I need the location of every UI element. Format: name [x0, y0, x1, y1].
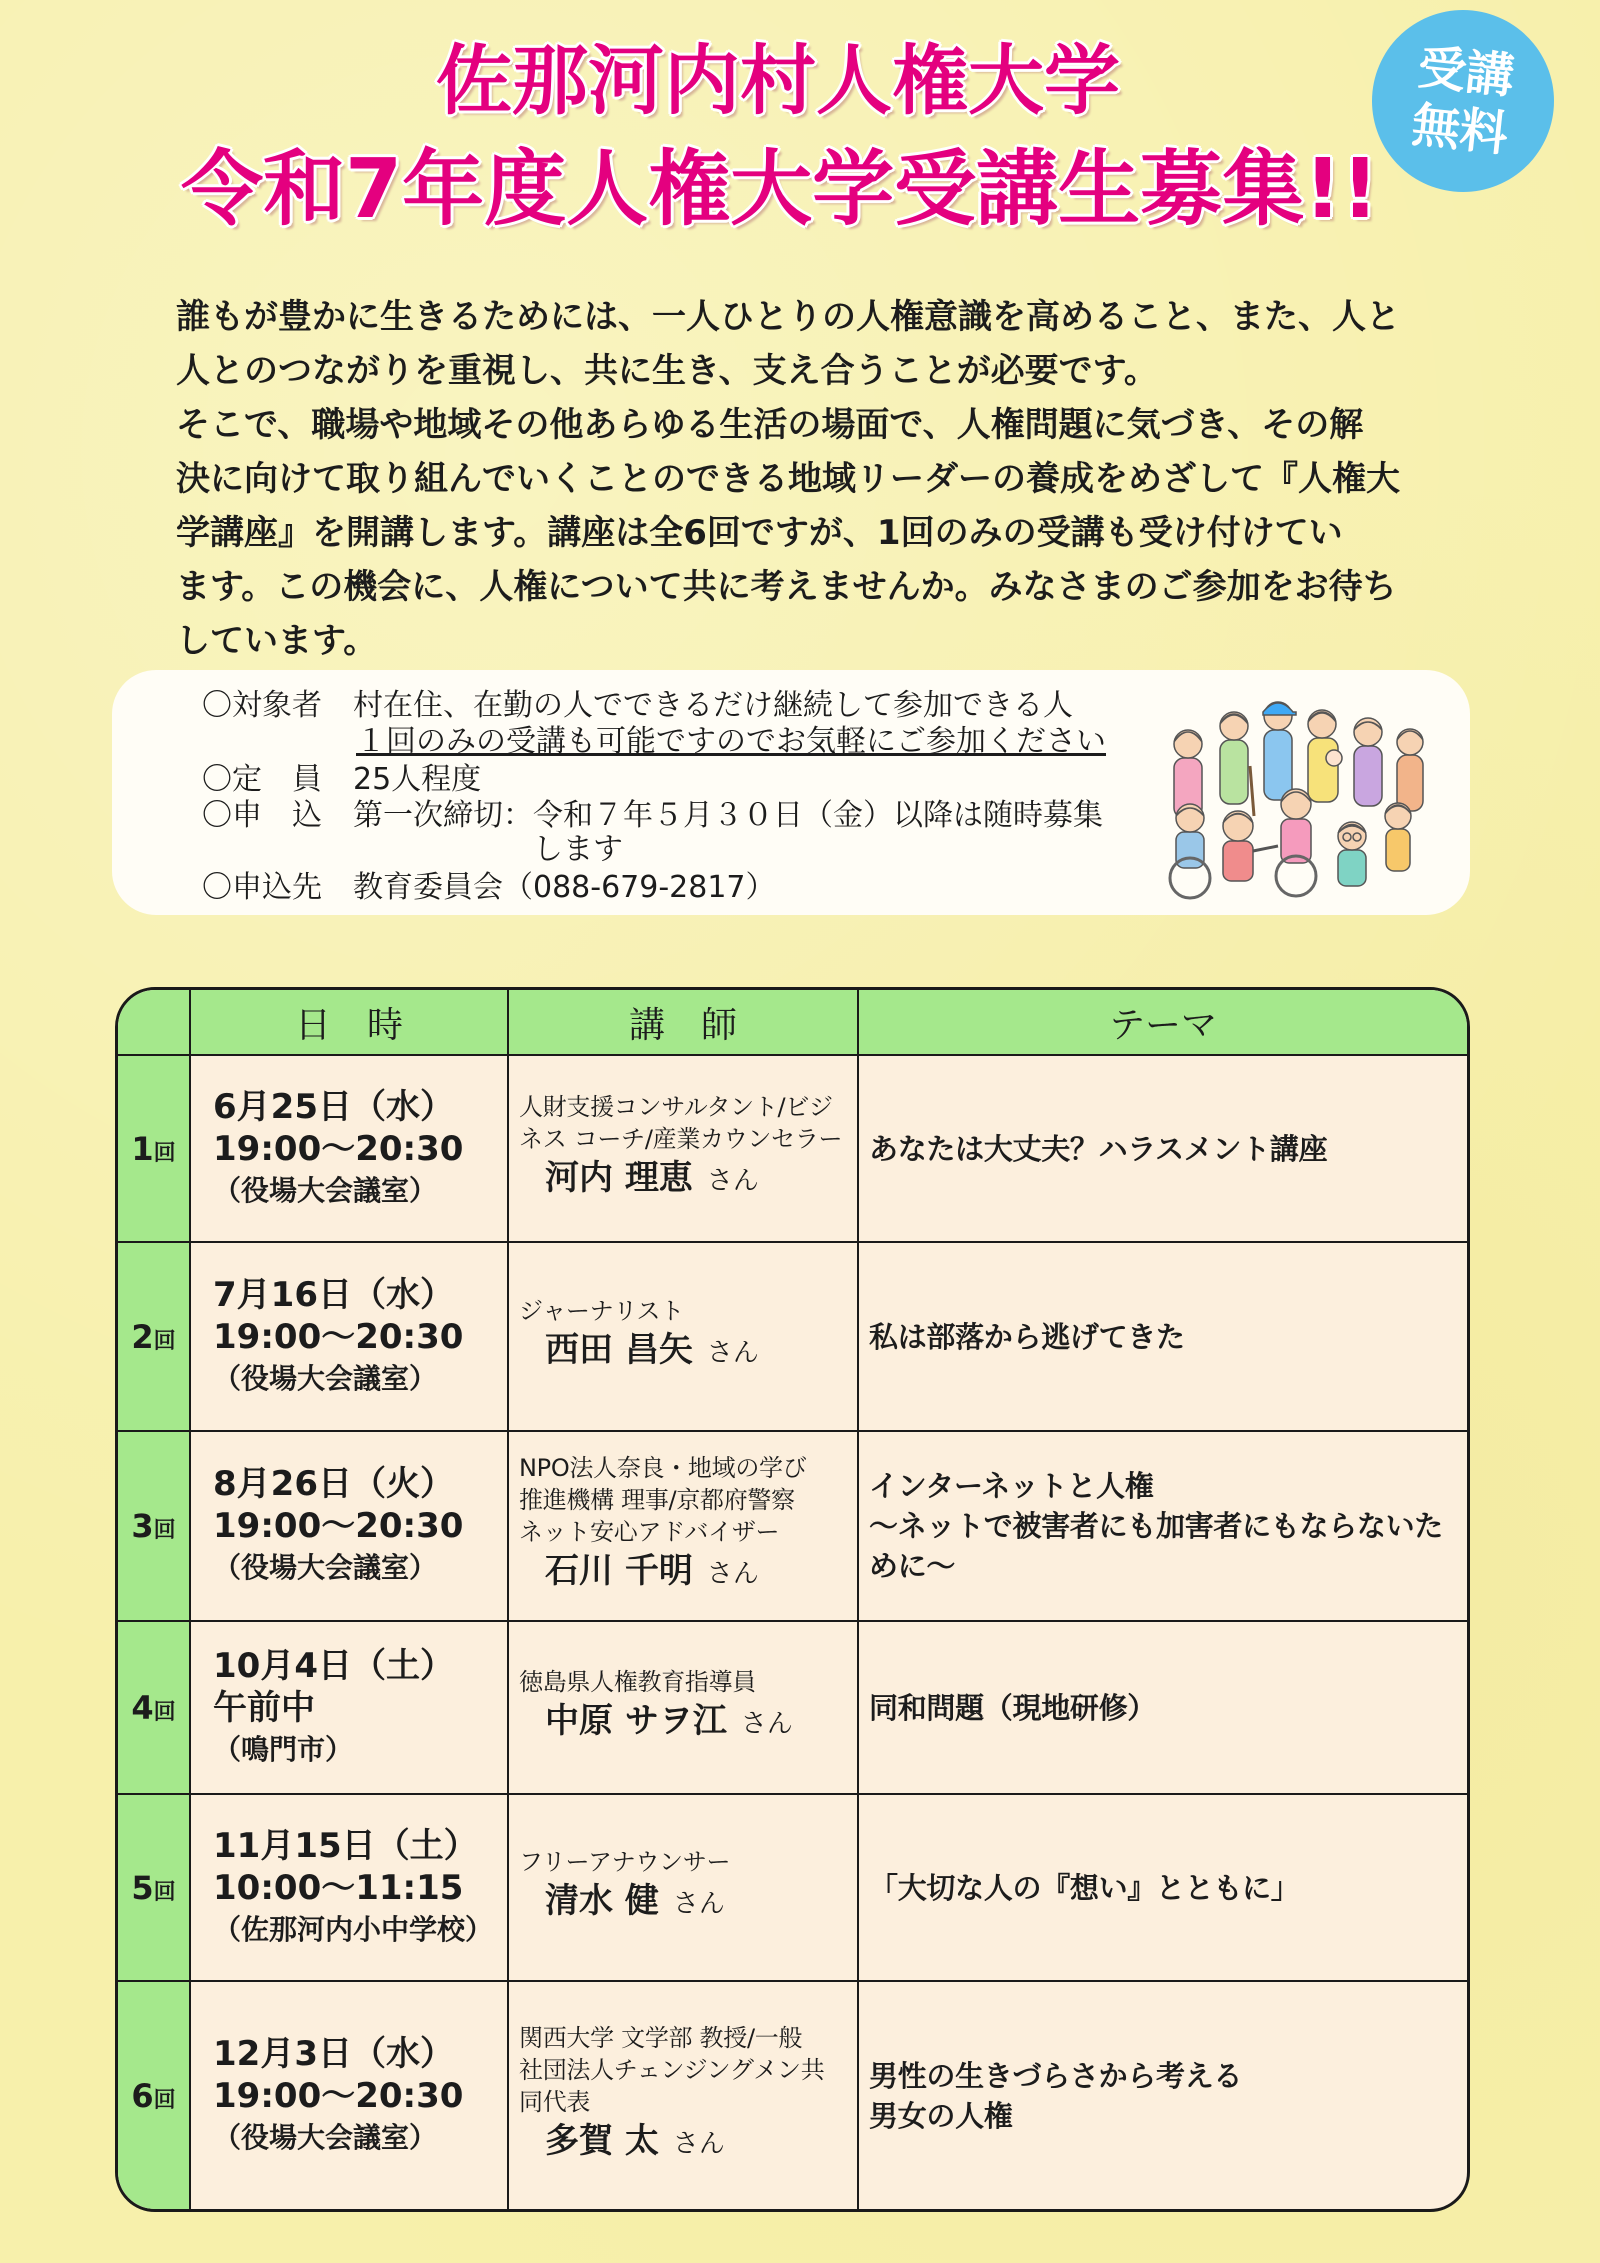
datetime-cell: [190, 1055, 508, 1242]
table-row: [118, 1242, 1467, 1431]
person-figure: [1354, 718, 1382, 806]
instructor-honorific: さん: [706, 1559, 759, 1589]
capacity-row: [202, 762, 481, 798]
session-number: 4: [131, 1688, 154, 1727]
person-figure: [1276, 789, 1316, 896]
theme-cell: [858, 1431, 1467, 1621]
session-time: 19:00～20:30: [213, 1128, 464, 1169]
instructor-title-line: 人財支援コンサルタント/ビジ: [519, 1092, 833, 1121]
schedule-table: [115, 987, 1470, 2212]
session-unit: 回: [153, 1328, 176, 1354]
contact-value: 教育委員会（088-679-2817）: [353, 870, 776, 905]
page-subtitle: 令和7年度人権大学受講生募集!!: [181, 142, 1379, 237]
instructor-title-line: 社団法人チェンジングメン共: [519, 2056, 825, 2084]
instructor-title-line: 関西大学 文学部 教授/一般: [519, 2024, 803, 2052]
session-venue: （役場大会議室）: [213, 2121, 438, 2154]
table-header-row: [118, 990, 1467, 1055]
intro-line: 学講座』を開講します。講座は全6回ですが、1回のみの受講も受け付けてい: [176, 513, 1343, 553]
session-unit: 回: [153, 1140, 176, 1166]
table-row: [118, 1981, 1467, 2210]
badge-line: 受講: [1415, 39, 1517, 106]
theme-cell: [858, 1621, 1467, 1794]
theme-line: あなたは大丈夫？ハラスメント講座: [869, 1131, 1328, 1166]
target-label: 〇対象者: [202, 688, 322, 723]
instructor-name: 清水 健: [545, 1880, 659, 1921]
person-figure: [1308, 710, 1342, 802]
theme-cell: [858, 1055, 1467, 1242]
datetime-cell: [190, 1621, 508, 1794]
theme-cell: [858, 1981, 1467, 2210]
session-number: 1: [131, 1129, 154, 1168]
session-number-cell: [118, 1242, 190, 1431]
badge-line: 無料: [1409, 96, 1511, 163]
capacity-value: 25人程度: [353, 762, 482, 797]
session-unit: 回: [153, 1699, 176, 1725]
instructor-honorific: さん: [706, 1337, 759, 1368]
info-box: [112, 670, 1470, 915]
intro-paragraph: [176, 290, 1400, 668]
session-unit: 回: [153, 2088, 176, 2113]
person-figure: [1338, 822, 1366, 886]
apply-row: [202, 798, 1103, 834]
instructor-honorific: さん: [740, 1708, 793, 1739]
instructor-title-line: NPO法人奈良・地域の学び: [519, 1454, 807, 1482]
session-time: 19:00～20:30: [213, 2076, 464, 2116]
intro-line: 誰もが豊かに生きるためには、一人ひとりの人権意識を高めること、また、人と: [176, 297, 1400, 337]
instructor-title-line: ネス コーチ/産業カウンセラー: [519, 1124, 843, 1153]
header-instructor: 講 師: [508, 990, 858, 1055]
person-figure: [1223, 811, 1278, 881]
instructor-title-line: フリーアナウンサー: [519, 1847, 731, 1876]
theme-line: 同和問題（現地研修）: [869, 1690, 1157, 1725]
instructor-name-line: [519, 1698, 857, 1750]
session-unit: 回: [153, 1879, 176, 1905]
theme-cell: [858, 1794, 1467, 1981]
session-number-cell: [118, 1431, 190, 1621]
session-venue: （役場大会議室）: [213, 1361, 438, 1395]
person-figure: [1220, 712, 1254, 816]
intro-line: 決に向けて取り組んでいくことのできる地域リーダーの養成をめざして『人権大: [176, 459, 1400, 499]
header-datetime: 日 時: [190, 990, 508, 1055]
session-venue: （鳴門市）: [213, 1732, 354, 1766]
instructor-cell: [508, 1794, 858, 1981]
session-time: 19:00～20:30: [213, 1506, 464, 1546]
instructor-cell: [508, 1981, 858, 2210]
theme-line: ～ネットで被害者にも加害者にもならないた: [869, 1509, 1444, 1543]
table-row: [118, 1431, 1467, 1621]
capacity-label: 〇定 員: [202, 762, 322, 797]
session-time: 午前中: [213, 1687, 315, 1728]
instructor-honorific: さん: [672, 1888, 725, 1919]
theme-line: 男女の人権: [869, 2099, 1013, 2133]
table-row: [118, 1621, 1467, 1794]
session-venue: （役場大会議室）: [213, 1173, 438, 1207]
theme-line: 私は部落から逃げてきた: [869, 1319, 1185, 1354]
instructor-cell: [508, 1621, 858, 1794]
theme-line: 「大切な人の『想い』とともに」: [869, 1870, 1300, 1905]
instructor-title-line: ジャーナリスト: [519, 1296, 684, 1325]
theme-line: めに～: [869, 1549, 956, 1583]
session-date: 6月25日（水）: [213, 1086, 454, 1127]
header-theme: テーマ: [858, 990, 1467, 1055]
session-venue: （佐那河内小中学校）: [213, 1912, 494, 1946]
table-row: [118, 1794, 1467, 1981]
instructor-name-line: [519, 1327, 857, 1379]
intro-line: しています。: [176, 621, 378, 661]
target-note: １回のみの受講も可能ですのでお気軽にご参加ください: [356, 724, 1106, 759]
instructor-honorific: さん: [706, 1165, 759, 1196]
instructor-cell: [508, 1431, 858, 1621]
instructor-name: 中原 サヲ江: [545, 1700, 727, 1741]
datetime-cell: [190, 1431, 508, 1621]
instructor-title-line: 同代表: [519, 2088, 591, 2116]
theme-line: インターネットと人権: [869, 1469, 1154, 1503]
instructor-name: 河内 理恵: [545, 1157, 693, 1198]
people-illustration: [1146, 686, 1441, 902]
person-figure: [1170, 804, 1210, 898]
instructor-cell: [508, 1055, 858, 1242]
apply-row-continued: [202, 832, 623, 868]
intro-line: 人とのつながりを重視し、共に生き、支え合うことが必要です。: [176, 351, 1158, 391]
intro-line: そこで、職場や地域その他あらゆる生活の場面で、人権問題に気づき、その解: [176, 405, 1364, 445]
datetime-cell: [190, 1242, 508, 1431]
contact-label: 〇申込先: [202, 870, 322, 905]
target-value: 村在住、在勤の人でできるだけ継続して参加できる人: [353, 688, 1073, 723]
theme-cell: [858, 1242, 1467, 1431]
target-note-row: [202, 724, 1106, 760]
session-date: 10月4日（土）: [213, 1645, 454, 1686]
apply-label: 〇申 込: [202, 798, 322, 833]
session-date: 8月26日（火）: [213, 1464, 454, 1504]
instructor-cell: [508, 1242, 858, 1431]
session-date: 12月3日（水）: [213, 2034, 454, 2074]
instructor-honorific: さん: [672, 2129, 725, 2159]
person-figure: [1397, 729, 1423, 811]
header-number-cell: [118, 990, 190, 1055]
intro-line: ます。この機会に、人権について共に考えませんか。みなさまのご参加をお待ち: [176, 567, 1397, 607]
apply-value: 第一次締切：令和７年５月３０日（金）以降は随時募集: [353, 798, 1103, 833]
session-unit: 回: [153, 1518, 176, 1543]
session-time: 10:00～11:15: [213, 1867, 464, 1908]
session-number-cell: [118, 1794, 190, 1981]
instructor-name-line: [519, 1548, 857, 1600]
session-time: 19:00～20:30: [213, 1316, 464, 1357]
instructor-name: 多賀 太: [545, 2121, 659, 2161]
theme-line: 男性の生きづらさから考える: [869, 2059, 1243, 2093]
contact-row: [202, 870, 776, 906]
table-row: [118, 1055, 1467, 1242]
instructor-name: 石川 千明: [545, 1551, 693, 1591]
session-number-cell: [118, 1621, 190, 1794]
instructor-title-line: ネット安心アドバイザー: [519, 1518, 780, 1546]
session-venue: （役場大会議室）: [213, 1551, 438, 1584]
datetime-cell: [190, 1981, 508, 2210]
datetime-cell: [190, 1794, 508, 1981]
person-figure: [1263, 702, 1296, 800]
instructor-title-line: 徳島県人権教育指導員: [519, 1667, 756, 1696]
session-number: 2: [131, 1317, 154, 1356]
session-number: 5: [131, 1868, 154, 1907]
session-number: 3: [131, 1507, 154, 1545]
session-number-cell: [118, 1981, 190, 2210]
instructor-title-line: 推進機構 理事/京都府警察: [519, 1486, 795, 1514]
session-number-cell: [118, 1055, 190, 1242]
session-date: 11月15日（土）: [213, 1825, 478, 1866]
page-title: 佐那河内村人権大学: [436, 36, 1120, 125]
instructor-name-line: [519, 2118, 857, 2170]
session-date: 7月16日（水）: [213, 1274, 454, 1315]
session-number: 6: [131, 2077, 154, 2115]
target-row: [202, 688, 1073, 724]
person-figure: [1385, 803, 1411, 871]
instructor-name-line: [519, 1155, 857, 1207]
apply-value-continued: します: [533, 832, 623, 867]
instructor-name: 西田 昌矢: [545, 1329, 693, 1370]
instructor-name-line: [519, 1878, 857, 1930]
